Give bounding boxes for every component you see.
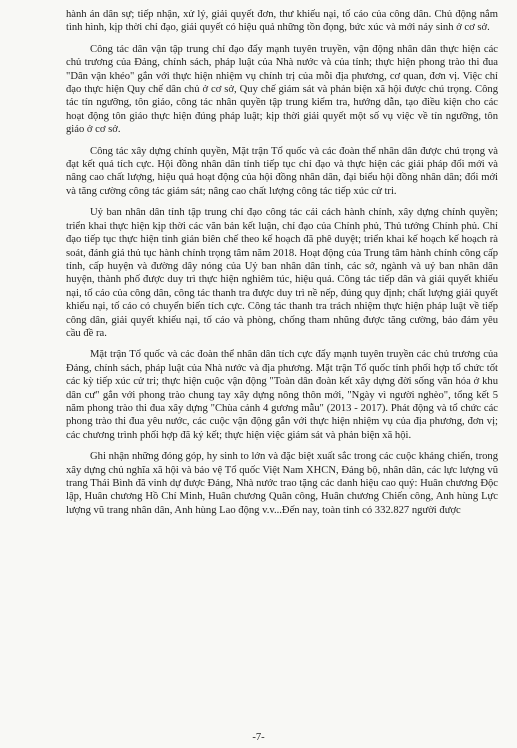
- paragraph-ghi-nhan: Ghi nhận những đóng góp, hy sinh to lớn và đặc biệt xuất sắc trong các cuộc kháng chiến, trong xây dựng chủ nghĩa xã hội và bảo vệ Tổ quốc Việt Nam XHCN, Đảng bộ, nhân dân, các lực lượng vũ trang Thái Bình đã vinh dự được Đảng, Nhà nước trao tặng các danh hiệu cao quý: Huân chương Độc lập, Huân chương Hồ Chí Minh, Huân chương Quân công, Huân chương Chiến công, Anh hùng Lực lượng vũ trang nhân dân, Anh hùng Lao động v.v...Đến nay, toàn tỉnh có 332.827 người được: [66, 451, 498, 516]
- paragraph-dan-van: Công tác dân vận tập trung chỉ đạo đẩy mạnh tuyên truyền, vận động nhân dân thực hiện các chủ trương của Đảng, chính sách, pháp luật của Nhà nước và của tỉnh; thực hiện phong trào thi đua "Dân vận khéo" gắn với thực hiện nhiệm vụ chính trị của mỗi địa phương, cơ quan, đơn vị. Việc chỉ đạo thực hiện Quy chế dân chủ ở cơ sở, Quy chế giám sát và phản biện xã hội được chú trọng. Công tác tín ngưỡng, tôn giáo, công tác nhân quyền tập trung kiểm tra, hướng dẫn, tạo điều kiện cho các hoạt động tôn giáo thực hiện đúng pháp luật; kịp thời giải quyết một số vụ việc về tín ngưỡng, tôn giáo ở cơ sở.: [66, 43, 498, 136]
- body-text: [66, 8, 498, 525]
- paragraph-xay-dung-chinh-quyen: Công tác xây dựng chính quyền, Mặt trận Tổ quốc và các đoàn thể nhân dân được chú trọng và đạt kết quả tích cực. Hội đồng nhân dân tỉnh tiếp tục chỉ đạo và thực hiện các giải pháp đổi mới và nâng cao chất lượng, hiệu quả hoạt động của hội đồng nhân dân, đại biểu hội đồng nhân dân; đổi mới và tăng cường công tác giám sát; nâng cao chất lượng công tác tiếp xúc cử tri.: [66, 145, 498, 197]
- paragraph-mat-tran-to-quoc: Mặt trận Tổ quốc và các đoàn thể nhân dân tích cực đẩy mạnh tuyên truyền các chủ trương của Đảng, chính sách, pháp luật của Nhà nước và địa phương. Mặt trận Tổ quốc tỉnh phối hợp tổ chức tốt các kỳ tiếp xúc cử tri; thực hiện cuộc vận động "Toàn dân đoàn kết xây dựng đời sống văn hóa ở khu dân cư" gắn với phong trào chung tay xây dựng nông thôn mới, "Ngày vì người nghèo", tổng kết 5 năm phong trào thi đua xây dựng "Chùa cảnh 4 gương mẫu" (2013 - 2017). Phát động và tổ chức các phong trào thi đua yêu nước, các cuộc vận động gắn với thực hiện nhiệm vụ của địa phương, đơn vị; các chương trình phối hợp đã ký kết; thực hiện việc giám sát và phản biện xã hội.: [66, 349, 498, 441]
- paragraph-uy-ban-nhan-dan: Uỷ ban nhân dân tỉnh tập trung chỉ đạo công tác cải cách hành chính, xây dựng chính quyền; triển khai thực hiện kịp thời các văn bản kết luận, chỉ đạo của Chính phủ, Thủ tướng Chính phủ. Chỉ đạo tiếp tục thực hiện tinh giản biên chế theo kế hoạch đã phê duyệt; triển khai kế hoạch kế hoạch rà soát, đánh giá thủ tục hành chính trọng tâm năm 2018. Hoạt động của Trung tâm hành chính công cấp tỉnh, cấp huyện và đường dây nóng của Uỷ ban nhân dân tỉnh, các sở, ngành và uỷ ban nhân dân huyện, thành phố được duy trì thực hiện nghiêm túc, hiệu quả. Công tác tiếp dân và giải quyết khiếu nại, tố cáo của công dân, công tác thanh tra được duy trì nề nếp, đúng quy định; chất lượng giải quyết khiếu nại, tố cáo có chuyển biến tích cực. Công tác thanh tra trách nhiệm thực hiện pháp luật về tiếp công dân, giải quyết khiếu nại, tố cáo và phòng, chống tham nhũng được tăng cường, bảo đảm yêu cầu đề ra.: [66, 207, 498, 339]
- paragraph-continuation: hành án dân sự; tiếp nhận, xử lý, giải quyết đơn, thư khiếu nại, tố cáo của công dân. Chủ động nắm tình hình, kịp thời chỉ đạo, giải quyết có hiệu quả những tồn đọng, bức xúc và mới nảy sinh ở cơ sở.: [66, 9, 498, 34]
- page-number: -7-: [252, 732, 265, 743]
